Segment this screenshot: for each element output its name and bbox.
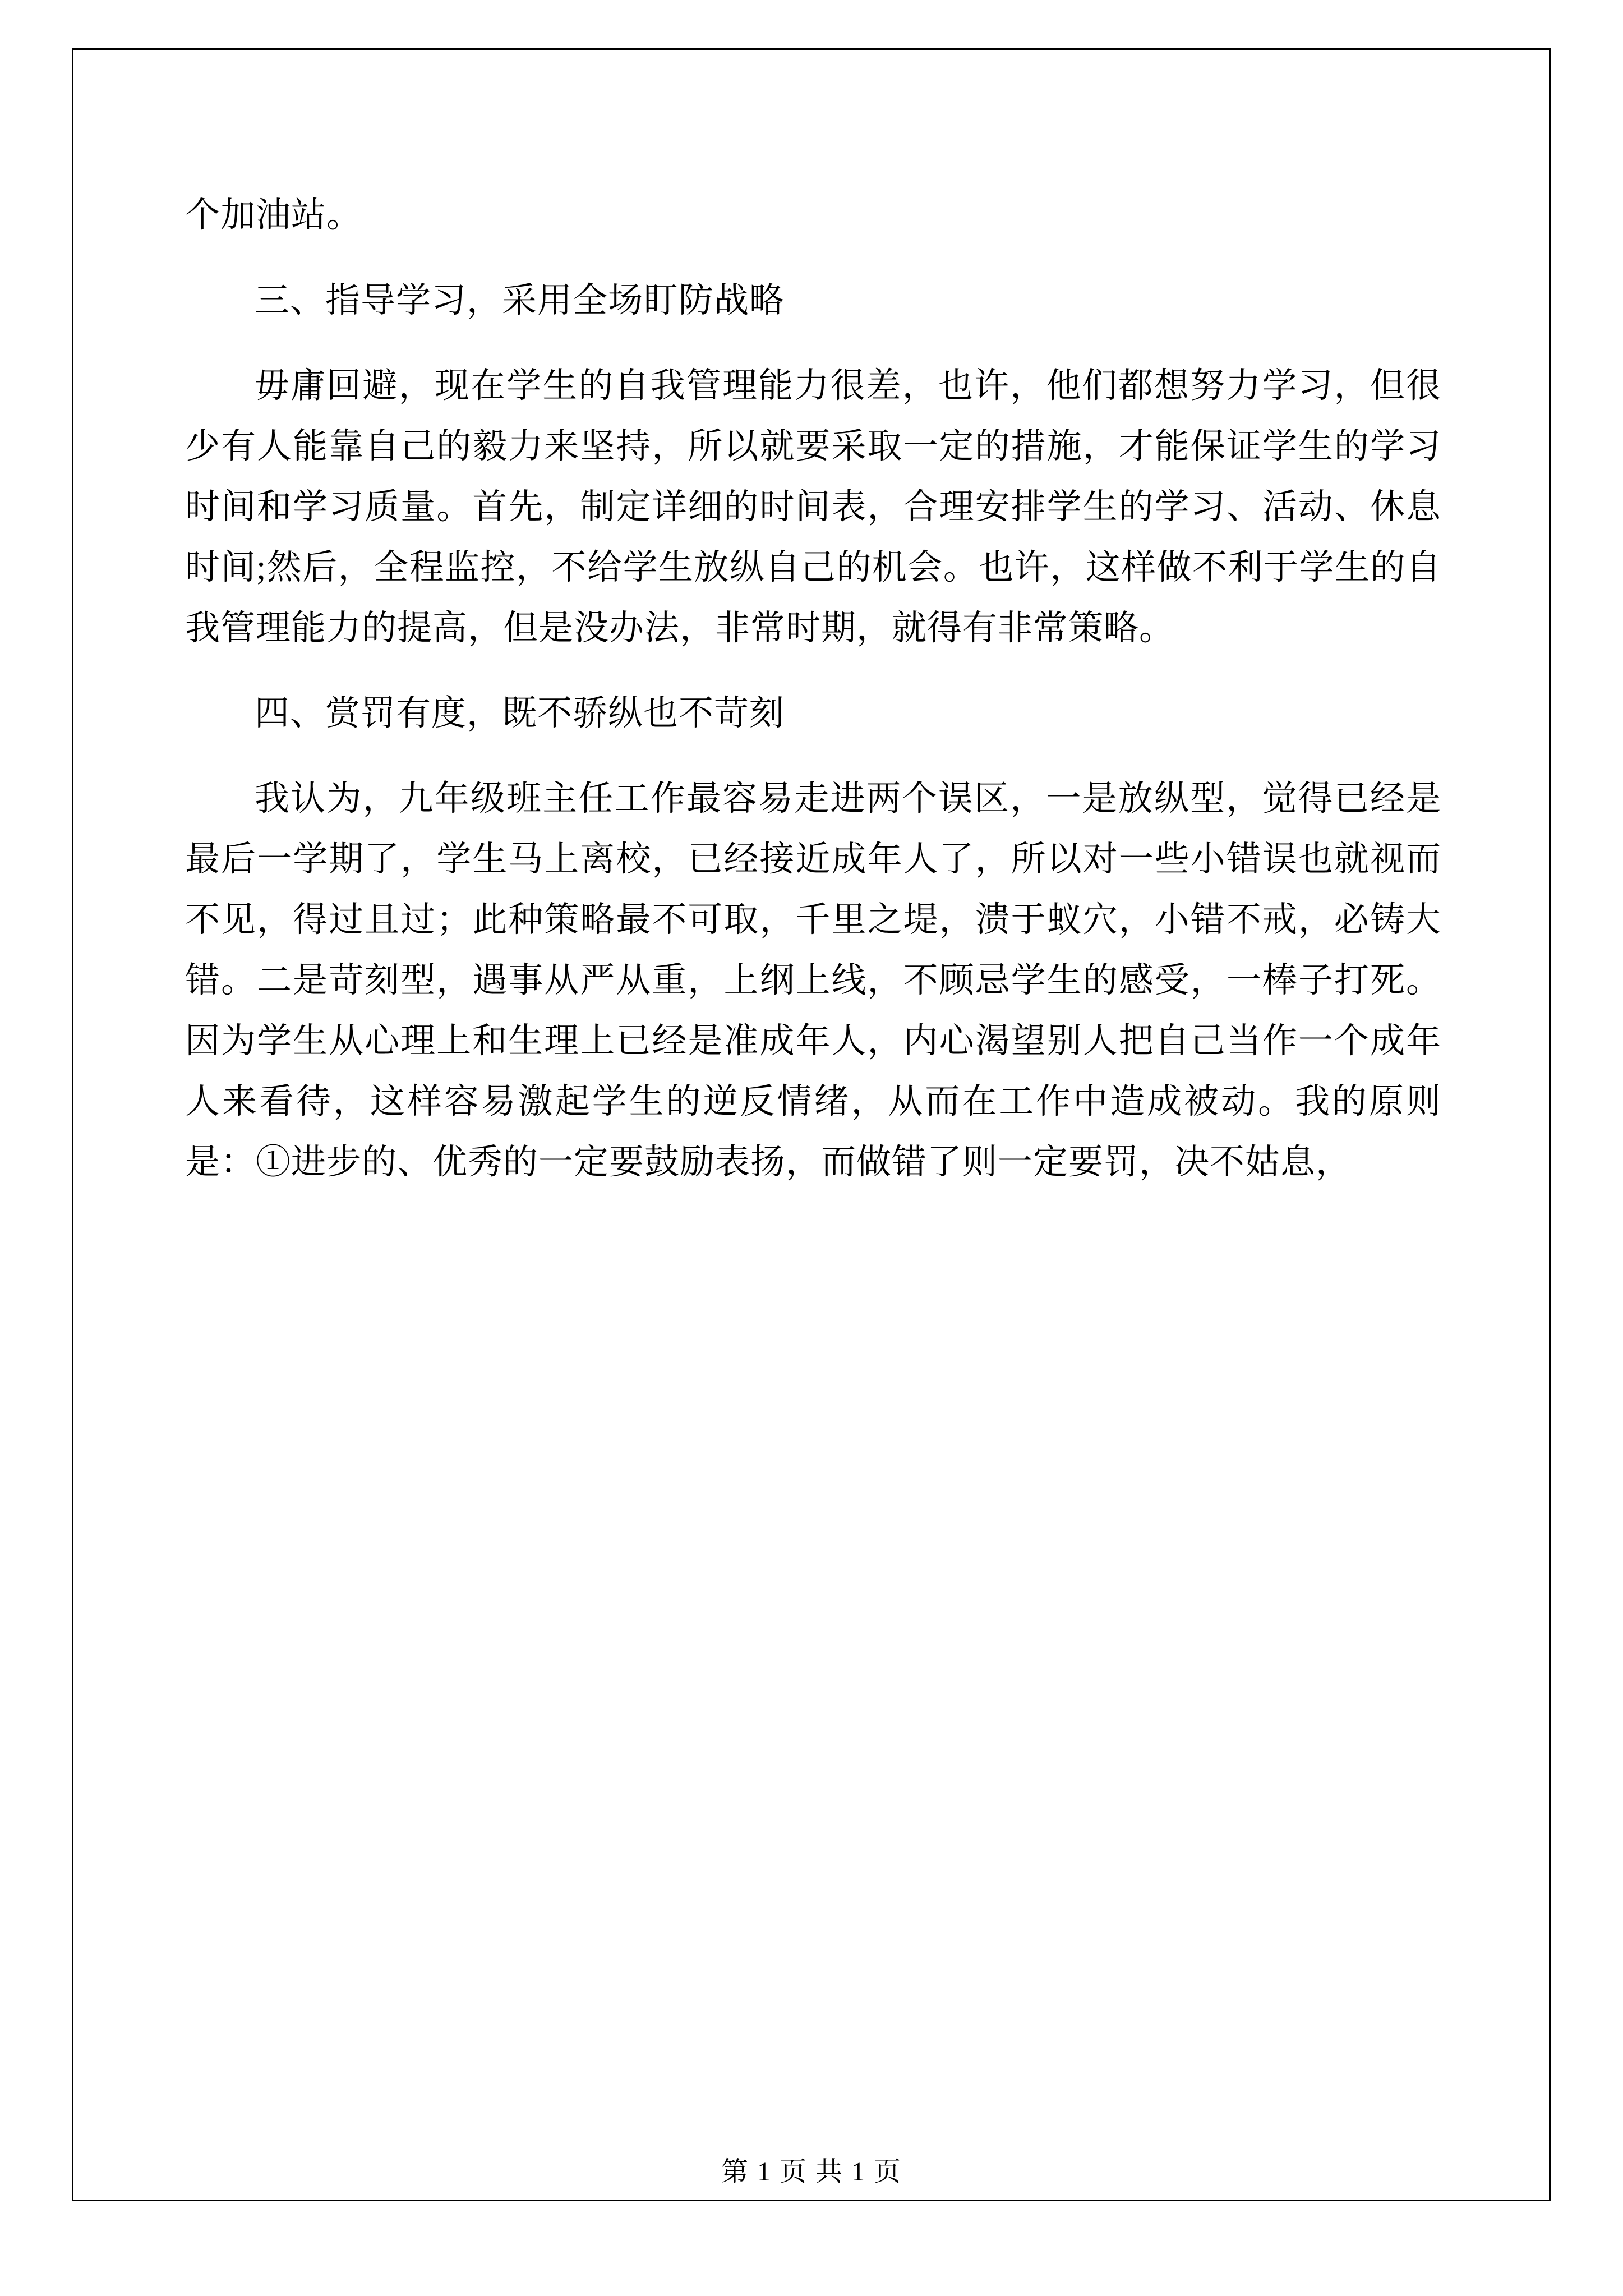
paragraph-spacer	[185, 346, 1441, 356]
section-heading-four: 四、赏罚有度，既不骄纵也不苛刻	[255, 694, 785, 733]
paragraph-2: 毋庸回避，现在学生的自我管理能力很差，也许，他们都想努力学习，但很少有人能靠自己的毅力来坚持，所以就要采取一定的措施，才能保证学生的学习时间和学习质量。首先，制定详细的时间表，合理安排学生的学习、活动、休息时间;然后，全程监控，不给学生放纵自己的机会。也许，这样做不利于学生的自我管理能力的提高，但是没办法，非常时期，就得有非常策略。	[185, 367, 1441, 647]
paragraph-spacer	[185, 260, 1441, 270]
paragraph-spacer	[185, 758, 1441, 769]
document-body	[185, 185, 1441, 1207]
section-heading-three: 三、指导学习，采用全场盯防战略	[255, 282, 785, 320]
page-footer: 第 1 页 共 1 页	[721, 2157, 902, 2187]
paragraph-3: 我认为，九年级班主任工作最容易走进两个误区，一是放纵型，觉得已经是最后一学期了，学生马上离校，已经接近成年人了，所以对一些小错误也就视而不见，得过且过；此种策略最不可取，千里之堤，溃于蚁穴，小错不戒，必铸大错。二是苛刻型，遇事从严从重，上纲上线，不顾忌学生的感受，一棒子打死。因为学生从心理上和生理上已经是准成年人，内心渴望别人把自己当作一个成年人来看待，这样容易激起学生的逆反情绪，从而在工作中造成被动。我的原则是：①进步的、优秀的一定要鼓励表扬，而做错了则一定要罚，决不姑息，	[185, 780, 1441, 1181]
paragraph-1: 个加油站。	[185, 196, 362, 234]
paragraph-spacer	[185, 673, 1441, 683]
